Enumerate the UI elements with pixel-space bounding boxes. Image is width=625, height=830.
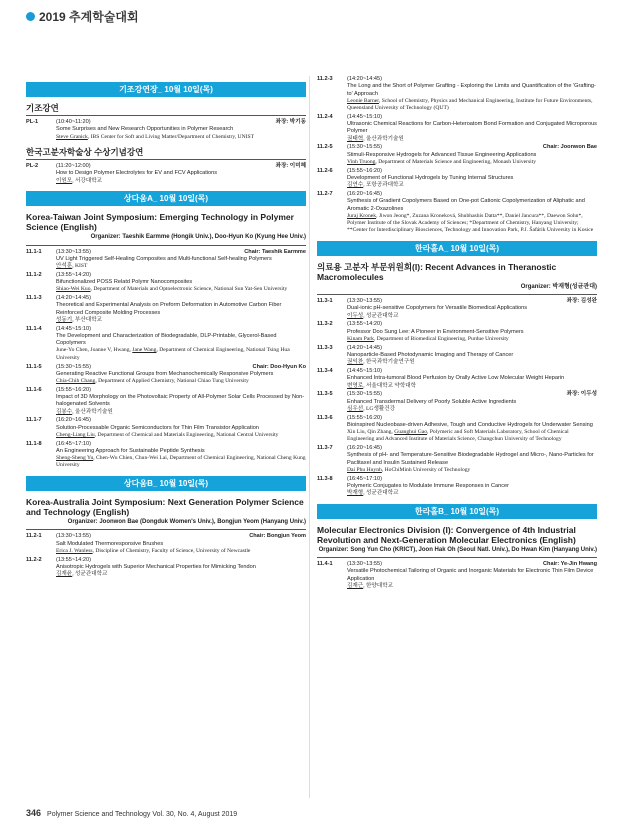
talk-time: (15:30~15:55) [347, 144, 382, 151]
bullet-icon [26, 12, 35, 21]
talk-time: (14:20~14:45) [347, 344, 382, 351]
talk-time-row [347, 191, 597, 198]
presenter-name: Jane Wang [132, 347, 157, 354]
presenter-name: Juraj Kronek [347, 212, 377, 219]
talk-body [347, 345, 597, 367]
talk-author [56, 378, 306, 385]
presenter-name: 심우선 [347, 405, 364, 412]
talk-code: 11.3-6 [317, 414, 333, 421]
talk-time: (15:30~15:55) [347, 391, 382, 398]
talk-author [347, 359, 597, 366]
presenter-name: Kinam Park [347, 335, 374, 342]
talk-time-row [347, 415, 597, 422]
talk-code: 11.3-3 [317, 344, 333, 351]
page-header [26, 8, 139, 25]
talk-chair: 좌장: 김성완 [566, 298, 597, 305]
presenter-name: 안석훈 [56, 263, 73, 270]
talk-time-row [347, 476, 597, 483]
talk-time: (14:45~15:10) [347, 113, 382, 120]
author-affiliation: , 울산과학기술원 [72, 408, 113, 415]
talk-title: Ultrasonic Chemical Reactions for Carbon-Heteroatom Bond Formation and Conjugated Microporous Polymer [347, 121, 597, 135]
talk-title: UV Light Triggered Self-Healing Composites and Multi-functional Self-healing Polymers [56, 255, 272, 262]
talk-body [347, 298, 597, 320]
talk-author [56, 263, 306, 270]
talk-author [347, 213, 597, 235]
talk-chair: Chair: Bongjun Yeom [249, 533, 306, 540]
author-affiliation: , Department of Materials Science and Engineering, Monash University [375, 158, 537, 165]
presenter-name: Leonie Barner [347, 97, 379, 104]
talk-code: 11.3-5 [317, 391, 333, 398]
talk-time-row [347, 168, 597, 175]
talk-entry [317, 298, 597, 320]
talk-entry [26, 557, 306, 579]
author-affiliation: , Department of Chemical Engineering, National Tsing Hua University [56, 347, 290, 361]
talk-author [56, 432, 306, 439]
author-affiliation: , 울산과학기술원 [363, 135, 404, 142]
presenter-name: 김연수 [347, 182, 364, 189]
right-column [317, 76, 597, 592]
talk-entry [26, 295, 306, 324]
session-banner: 상다움B_ 10월 10일(목) [26, 476, 306, 491]
talk-chair: Chair: Doo-Hyun Ko [252, 363, 306, 370]
talk-time-row [56, 295, 306, 302]
talk-entry [317, 561, 597, 590]
talk-entry [26, 249, 306, 271]
talk-author [56, 134, 306, 141]
talk-code: 11.2-4 [317, 113, 333, 120]
talk-title: Dual-ionic pH-sensitive Copolymers for Versatile Biomedical Applications [347, 305, 528, 312]
page-number: 346 [26, 808, 42, 818]
talk-entry [317, 321, 597, 343]
author-affiliation: , 부산대학교 [72, 316, 103, 323]
talk-time: (14:20~14:45) [56, 295, 91, 302]
talk-time: (15:55~16:20) [56, 386, 91, 393]
talk-code: 11.2-5 [317, 144, 333, 151]
talk-title: Professor Doo Sung Lee: A Pioneer in Environment-Sensitive Polymers [347, 328, 524, 335]
author-affiliation: , 성균관대학교 [363, 312, 399, 319]
talk-author [56, 455, 306, 470]
talk-title: Bifunctionalized POSS Relatd Polymr Nanocomposites [56, 279, 193, 286]
talk-code: 11.2-1 [26, 533, 42, 540]
author-affiliation: , IBS Center for Soft and Living Matter/Department of Chemistry, UNIST [87, 133, 255, 140]
talk-body [347, 476, 597, 498]
talk-entry [317, 345, 597, 367]
author-affiliation: , 서강대학교 [72, 177, 103, 184]
talk-code: 11.3-1 [317, 298, 333, 305]
talk-chair: Chair: Joonwon Bae [542, 144, 597, 151]
presenter-name: Dai Phu Huynh [347, 466, 382, 473]
talk-time: (13:30~13:55) [56, 533, 91, 540]
talk-time-row [56, 364, 306, 371]
talk-time: (15:55~16:20) [347, 167, 382, 174]
talk-author [347, 467, 597, 474]
divider-line [317, 294, 597, 295]
talk-time: (16:45~17:10) [56, 440, 91, 447]
talk-title: Polymeric Conjugates to Modulate Immune Responses in Cancer [347, 483, 509, 490]
talk-time-row [56, 533, 306, 540]
talk-body [56, 272, 306, 294]
presenter-name: 권익찬 [347, 359, 364, 366]
divider-line [26, 529, 306, 530]
talk-code: 11.3-2 [317, 321, 333, 328]
page-footer [26, 808, 237, 818]
session-organizer: Organizer: 박재형(성균관대) [520, 283, 597, 290]
presenter-name: 이두성 [347, 312, 364, 319]
session-title: 의료용 고분자 부문위원회(I): Recent Advances in Theranostic Macromolecules [317, 261, 557, 282]
talk-entry [26, 387, 306, 416]
session-banner: 기조강연장_ 10월 10일(목) [26, 82, 306, 97]
talk-author [56, 548, 306, 555]
talk-entry [317, 368, 597, 390]
talk-code: 11.2-6 [317, 167, 333, 174]
author-affiliation: , Department of Biomedical Engineering, Purdue University [373, 335, 509, 342]
talk-time-row [347, 345, 597, 352]
talk-author [56, 571, 306, 578]
presenter-name: Cheng-Liang Liu [56, 431, 95, 438]
presenter-name: Vinh Truong [347, 158, 376, 165]
session-title: Korea-Australia Joint Symposium: Next Generation Polymer Science and Technology (English) [26, 496, 304, 517]
talk-code: 11.2-7 [317, 190, 333, 197]
talk-title: Stimuli-Responsive Hydrogels for Advanced Tissue Engineering Applications [347, 151, 537, 158]
presenter-name: Erica J. Wanless [56, 547, 93, 554]
presenter-name: Steve Granick [56, 133, 88, 140]
divider-line [317, 557, 597, 558]
author-affiliation: , 성균관대학교 [72, 571, 108, 578]
talk-entry [317, 168, 597, 190]
talk-time: (10:40~11:20) [56, 119, 91, 126]
talk-title: Synthesis of pH- and Temperature-Sensitive Biodegradable Hydrogel and Micro-, Nano-Particles for Paclitaxel and Insulin Sustained Release [347, 452, 594, 466]
talk-time: (13:30~13:55) [56, 248, 91, 255]
talk-title: Synthesis of Gradient Copolymers Based on One-pot Cationic Copolymerization of Aliphatic and Aromatic 2-Oxazolines [347, 198, 585, 212]
talk-time: (16:20~16:45) [56, 417, 91, 424]
talk-body [56, 326, 306, 362]
talk-body [347, 561, 597, 590]
talk-time-row [56, 557, 306, 564]
author-affiliation: , KIST [72, 263, 88, 270]
talk-author [347, 490, 597, 497]
talk-code: 11.2-2 [26, 556, 42, 563]
talk-code: 11.3-7 [317, 445, 333, 452]
talk-code: 11.1-8 [26, 440, 42, 447]
author-affiliation: , 성균관대학교 [363, 490, 399, 497]
talk-time-row [347, 298, 597, 305]
talk-chair: Chair: Ye-Jin Hwang [543, 561, 597, 568]
talk-body [347, 445, 597, 474]
talk-time-row [56, 163, 306, 170]
talk-body [347, 114, 597, 143]
author-affiliation: , Department of Materials and Optoelectronic Science, National Sun Yat-Sen University [90, 286, 288, 293]
talk-code: 11.1-2 [26, 271, 42, 278]
talk-time-row [56, 417, 306, 424]
talk-author [347, 182, 597, 189]
talk-body [347, 321, 597, 343]
talk-time: (15:30~15:55) [56, 363, 91, 370]
talk-author [56, 317, 306, 324]
talk-body [347, 391, 597, 413]
talk-title: Generating Reactive Functional Groups from Mechanochemically Responsive Polymers [56, 370, 274, 377]
talk-author [347, 98, 597, 113]
session-title: Molecular Electronics Division (I): Convergence of 4th Industrial Revolution and Next-Generation Molecular Electronics (English) [317, 524, 576, 545]
talk-chair: 좌장: 이미혜 [275, 163, 306, 170]
talk-time-row [347, 391, 597, 398]
talk-entry [26, 417, 306, 439]
talk-code: 11.1-5 [26, 363, 42, 370]
session-title: 기조강연 [26, 103, 59, 113]
author-affiliation: , Chen-Wu Chien, Chun-Wei Lai, Department of Chemical Engineering, National Cheng Kung University [56, 455, 306, 469]
talk-time-row [347, 144, 597, 151]
talk-title: Bioinspired Nucleobase-driven Adhesive, Tough and Conductive Hydrogels for Underwater Sensing [347, 421, 593, 428]
author-affiliation: , Department of Chemical and Materials Engineering, National Central University [94, 431, 279, 438]
talk-body [347, 76, 597, 112]
presenter-name: 김재근 [347, 582, 364, 589]
talk-time-row [56, 249, 306, 256]
talk-entry [26, 533, 306, 555]
column-divider [309, 76, 310, 798]
divider-line [26, 245, 306, 246]
session-title: Korea-Taiwan Joint Symposium: Emerging Technology in Polymer Science (English) [26, 211, 294, 233]
author-affiliation: , Jiwon Jeong*, Zuzana Kroneková, Shubhashis Datta**, Daniel Jancura**, Daewon Sohn*, Polymer Institute of the Slovak Academy of Sciences; *Department of Chemistry, Hanyang University; **Center for Interdisciplinary Biosciences, Technology and Innovation Park, P.J. Šafárik University in Kosice [347, 212, 594, 234]
talk-entry [317, 415, 597, 444]
presenter-name: 성동기 [56, 316, 73, 323]
talk-time: (13:55~14:20) [56, 271, 91, 278]
talk-time-row [56, 441, 306, 448]
presenter-name: Chia-Chih Chang [56, 378, 96, 385]
talk-author [347, 583, 597, 590]
talk-title: Enhanced Intra-tumoral Blood Perfusion by Orally Active Low Molecular Weight Heparin [347, 375, 565, 382]
talk-time: (14:45~15:10) [347, 368, 382, 375]
talk-title: The Development and Characterization of Biodegradable, DLP-Printable, Glycerol-Based Copolymers [56, 332, 277, 347]
talk-code: 11.1-1 [26, 248, 42, 255]
talk-body [347, 191, 597, 235]
talk-code: 11.3-8 [317, 475, 333, 482]
talk-time: (16:20~16:45) [347, 190, 382, 197]
talk-code: 11.1-6 [26, 386, 42, 393]
author-affiliation: , LG생활건강 [363, 405, 396, 412]
talk-author [56, 178, 306, 185]
talk-entry [317, 114, 597, 143]
talk-time: (13:55~14:20) [347, 321, 382, 328]
talk-time-row [347, 76, 597, 83]
talk-entry [317, 476, 597, 498]
talk-body [56, 387, 306, 416]
talk-entry [317, 191, 597, 235]
talk-time: (15:55~16:20) [347, 414, 382, 421]
author-prefix: Xin Liu, Qin Zhang, [347, 429, 395, 436]
talk-title: The Long and the Short of Polymer Grafting - Exploring the Limits and Quantification of the 'Grafting-to' Approach [347, 83, 596, 97]
journal-info: Polymer Science and Technology Vol. 30, No. 4, August 2019 [47, 811, 238, 818]
talk-title: Versatile Photochemical Tailoring of Organic and Inorganic Materials for Electronic Thin Film Device Application [347, 568, 594, 582]
divider-line [26, 115, 306, 116]
talk-time: (16:20~16:45) [347, 445, 382, 452]
talk-title: Some Surprises and New Research Opportunities in Polymer Research [56, 126, 234, 133]
talk-entry [26, 441, 306, 470]
talk-time-row [347, 561, 597, 568]
talk-entry [26, 272, 306, 294]
talk-author [347, 336, 597, 343]
presenter-name: 김재윤 [56, 571, 73, 578]
talk-author [347, 383, 597, 390]
talk-code: 11.3-4 [317, 368, 333, 375]
session-organizer: Organizer: Taeshik Earmme (Hongik Univ.), Doo-Hyun Ko (Kyung Hee Univ.) [90, 234, 306, 241]
talk-code: 11.2-3 [317, 76, 333, 82]
talk-time: (16:45~17:10) [347, 475, 382, 482]
talk-title: Impact of 3D Morphology on the Photovoltaic Property of All-Polymer Solar Cells Processed by Non-halogenated Solvents [56, 394, 305, 408]
talk-title: Salt Modulated Thermoresponsive Brushes [56, 540, 164, 547]
talk-title: Solution-Processable Organic Semiconductors for Thin Film Transistor Application [56, 424, 259, 431]
talk-title: How to Design Polymer Electrolytes for EV and FCV Applications [56, 170, 218, 177]
session-organizer: Organizer: Song Yun Cho (KRICT), Joon Hak Oh (Seoul Natl. Univ.), Do Hwan Kim (Hanyang Univ.) [318, 546, 597, 553]
talk-body [56, 441, 306, 470]
talk-time-row [56, 272, 306, 279]
talk-time-row [347, 368, 597, 375]
talk-time-row [56, 119, 306, 126]
talk-author [347, 313, 597, 320]
talk-entry [26, 163, 306, 185]
session-title: 한국고분자학술상 수상기념강연 [26, 146, 144, 157]
author-affiliation: , 포항공과대학교 [363, 182, 404, 189]
talk-body [56, 295, 306, 324]
talk-body [347, 168, 597, 190]
talk-code: 11.1-3 [26, 295, 42, 302]
talk-entry [317, 144, 597, 166]
talk-code: PL-1 [26, 119, 39, 126]
presenter-name: 이원모 [56, 177, 73, 184]
talk-body [347, 368, 597, 390]
presenter-name: 박재형 [347, 490, 364, 497]
author-affiliation: , Polymeric and Soft Materials Laboratory, School of Chemical Engineering and Advanced Institute of Materials Science, Changchun University of Technology [347, 429, 569, 443]
talk-title: An Engineering Approach for Sustainable Peptide Synthesis [56, 447, 205, 454]
session-banner: 상다움A_ 10월 10일(목) [26, 191, 306, 206]
talk-author [56, 409, 306, 416]
author-affiliation: , 한양대학교 [363, 582, 394, 589]
talk-body [56, 557, 306, 579]
session-organizer: Organizer: Joonwon Bae (Dongduk Women's Univ.), Bongjun Yeom (Hanyang Univ.) [67, 519, 306, 526]
talk-author [347, 406, 597, 413]
talk-entry [26, 364, 306, 386]
talk-entry [317, 391, 597, 413]
talk-body [56, 119, 306, 141]
presenter-name: Guanghui Gao [394, 429, 428, 436]
talk-title: Anisotropic Hydrogels with Superior Mechanical Properties for Mimicking Tendon [56, 563, 256, 570]
talk-chair: Chair: Taeshik Earmme [244, 248, 306, 255]
talk-body [56, 417, 306, 439]
presenter-name: Shiao-Wei Kuo [56, 286, 91, 293]
talk-time-row [347, 114, 597, 121]
author-affiliation: , Discipline of Chemistry, Faculty of Science, University of Newcastle [92, 547, 251, 554]
divider-line [26, 159, 306, 160]
author-affiliation: , School of Chemistry, Physics and Mechanical Engineering, Institute for Future Environments, Queensland University of Technology (QUT) [347, 97, 593, 112]
talk-author [347, 429, 597, 444]
talk-time-row [56, 387, 306, 394]
talk-time-row [347, 321, 597, 328]
presenter-name: 김봉수 [56, 408, 73, 415]
presenter-name: 변영로 [347, 382, 364, 389]
talk-chair: 좌장: 이두성 [566, 391, 597, 398]
talk-body [56, 163, 306, 185]
talk-entry [317, 445, 597, 474]
talk-entry [317, 76, 597, 112]
talk-author [347, 159, 597, 166]
talk-code: 11.1-4 [26, 325, 42, 332]
talk-author [56, 347, 306, 362]
talk-entry [26, 326, 306, 362]
talk-chair: 좌장: 박기동 [275, 119, 306, 126]
left-column [26, 76, 306, 580]
talk-time: (13:55~14:20) [56, 556, 91, 563]
session-banner: 한라홀A_ 10월 10일(목) [317, 241, 597, 256]
author-prefix: June-Yo Chen, Joanne V, Hwang, [56, 347, 133, 354]
presenter-name: Sheng-Sheng Yu [56, 455, 94, 462]
talk-body [347, 144, 597, 166]
talk-time: (11:20~12:00) [56, 163, 91, 170]
talk-entry [26, 119, 306, 141]
author-affiliation: , Department of Applied Chemistry, National Chiao Tung University [95, 378, 249, 385]
talk-code: 11.1-7 [26, 417, 42, 424]
author-affiliation: , HoChiMinh University of Technology [381, 466, 471, 473]
talk-title: Enhanced Transdermal Delivery of Poorly Soluble Active Ingredients [347, 398, 517, 405]
talk-time: (14:20~14:45) [347, 76, 382, 82]
header-title: 2019 추계학술대회 [39, 10, 139, 24]
talk-code: PL-2 [26, 163, 39, 170]
talk-time: (13:30~13:55) [347, 298, 382, 305]
talk-title: Development of Functional Hydrogels by Tuning Internal Structures [347, 174, 514, 181]
talk-body [347, 415, 597, 444]
talk-body [56, 533, 306, 555]
talk-title: Theoretical and Experimental Analysis on Preform Deformation in Automotive Carbon Fiber Reinforced Composite Molding Processes [56, 302, 282, 316]
talk-time: (14:45~15:10) [56, 325, 91, 332]
talk-body [56, 364, 306, 386]
talk-time: (13:30~13:55) [347, 561, 382, 568]
presenter-name: 권태혁 [347, 135, 364, 142]
talk-time-row [347, 445, 597, 452]
talk-code: 11.4-1 [317, 561, 333, 568]
session-banner: 한라홀B_ 10월 10일(목) [317, 504, 597, 519]
talk-title: Nanoparticle-Based Photodynamic Imaging and Therapy of Cancer [347, 352, 514, 358]
talk-body [56, 249, 306, 271]
talk-time-row [56, 326, 306, 333]
talk-author [56, 286, 306, 293]
author-affiliation: , 서울대학교 약학대학 [363, 382, 417, 389]
talk-author [347, 136, 597, 143]
author-affiliation: , 한국과학기술연구원 [363, 359, 415, 366]
